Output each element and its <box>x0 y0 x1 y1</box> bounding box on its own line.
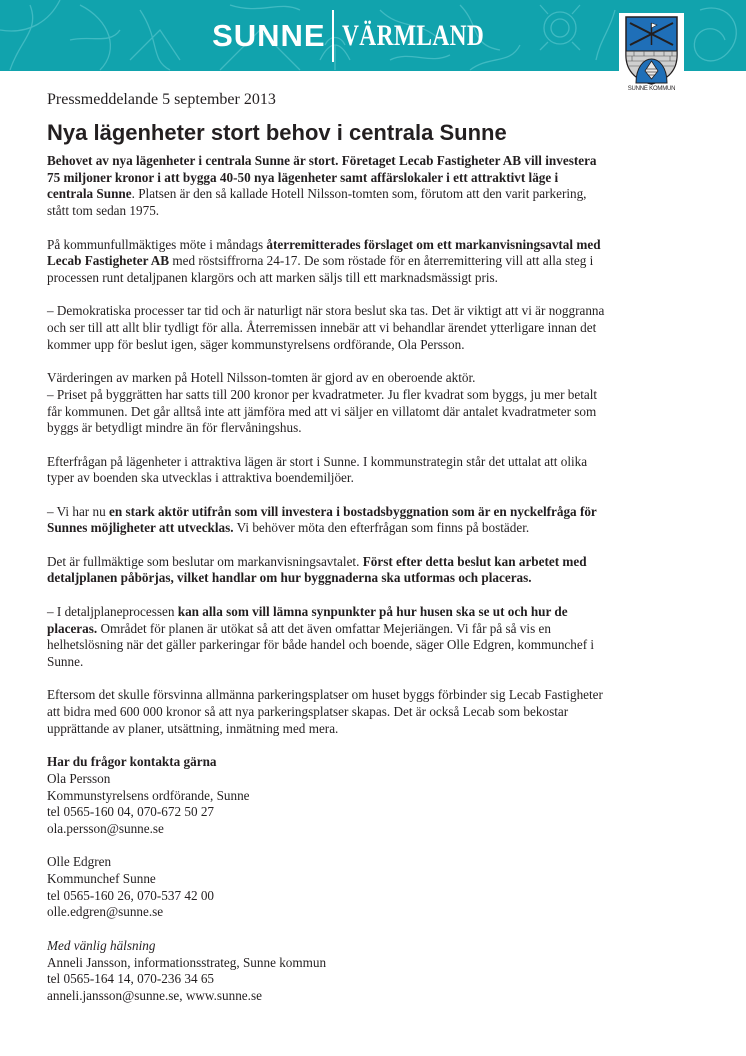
signoff-section <box>47 938 607 1005</box>
paragraph-text: Efterfrågan på lägenheter i attraktiva lägen är stort i Sunne. I kommunstrategin står det uttalat att olika typer av boenden ska utvecklas i attraktiva boendemiljöer. <box>47 453 588 486</box>
paragraph-text: Värderingen av marken på Hotell Nilsson-tomten är gjord av en oberoende aktör. <box>47 370 476 386</box>
emphasized-text: återremitterades förslaget om ett markanvisningsavtal med Lecab Fastigheter AB <box>47 236 601 269</box>
headline: Nya lägenheter stort behov i centrala Sunne <box>47 120 507 145</box>
article-paragraph <box>47 303 607 353</box>
paragraph-text: – I detaljplaneprocessen <box>47 603 178 619</box>
paragraph-text: . Platsen är den så kallade Hotell Nilsson-tomten som, förutom att den varit parkering, stått tom sedan 1975. <box>47 186 587 219</box>
article-paragraph <box>47 604 607 671</box>
contact-name: Ola Persson <box>47 770 111 786</box>
municipal-crest <box>619 13 684 94</box>
paragraph-text: På kommunfullmäktiges möte i måndags <box>47 236 267 252</box>
article-paragraph <box>47 237 607 287</box>
paragraph-text: med röstsiffrorna 24-17. De som röstade för en återremittering vill att alla steg i processen runt detaljpanen klargörs och att marken säljs till ett marknadsmässigt pris. <box>47 253 594 285</box>
paragraph-text: Eftersom det skulle försvinna allmänna parkeringsplatser om huset byggs förbinder sig Lecab Fastigheter att bidra med 600 000 kronor så att nya parkeringsplatser skapas. Det är också Lecab som bekostar upprättande av planer, utsättning, inmätning med mera. <box>47 687 603 736</box>
signoff-name-title: Anneli Jansson, informationsstrateg, Sunne kommun <box>47 954 327 970</box>
contact-name: Olle Edgren <box>47 854 112 870</box>
signoff-phone: tel 0565-164 14, 070-236 34 65 <box>47 971 215 987</box>
article-paragraphs <box>47 153 607 737</box>
article-paragraph <box>47 504 607 537</box>
contact-title: Kommunchef Sunne <box>47 871 156 887</box>
contact-phone: tel 0565-160 04, 070-672 50 27 <box>47 804 215 820</box>
paragraph-text: Området för planen är utökat så att det även omfattar Mejeriängen. Vi får på så vis en helhetslösning när det gäller parkeringar för både handel och boende, säger Olle Edgren, kommunchef i Sunne. <box>47 620 595 669</box>
paragraph-text: – Priset på byggrätten har satts till 200 kronor per kvadratmeter. Ju fler kvadrat som byggs, ju mer betalt får kommunen. Det går alltså inte att jämföra med att vi säljer en villatomt där antalet kvadratmeter som byggs är betydligt mindre än för flervåningshus. <box>47 386 598 436</box>
crest-label: SUNNE KOMMUN <box>627 86 676 92</box>
emphasized-text: kan alla som vill lämna synpunkter på hur husen ska se ut och hur de placeras. <box>47 603 568 636</box>
emphasized-text: Behovet av nya lägenheter i centrala Sunne är stort. Företaget Lecab Fastigheter AB vill investera 75 miljoner kronor i att bygga 40-50 nya lägenheter samt affärslokaler i ett attraktivt läge i centrala Sunne <box>47 153 597 202</box>
coat-of-arms-icon <box>624 15 679 85</box>
article-paragraph <box>47 554 607 587</box>
contact-phone: tel 0565-160 26, 070-537 42 00 <box>47 887 215 903</box>
contact-email[interactable]: ola.persson@sunne.se <box>47 820 164 836</box>
contact-person <box>47 771 607 838</box>
contact-section <box>47 754 607 921</box>
contact-title: Kommunstyrelsens ordförande, Sunne <box>47 787 250 803</box>
signoff-greeting: Med vänlig hälsning <box>47 937 156 953</box>
contact-email[interactable]: olle.edgren@sunne.se <box>47 904 164 920</box>
article-paragraph <box>47 370 607 437</box>
contact-person <box>47 854 607 921</box>
paragraph-text: – Demokratiska processer tar tid och är naturligt när stora beslut ska tas. Det är viktigt att vi är noggranna och ser till att allt blir tydligt för alla. Återremissen innebär att vi behandlar ärendet ytterligare innan det kommer upp för beslut igen, säger kommunstyrelsens ordförande, Ola Persson. <box>47 303 605 352</box>
brand-divider <box>332 10 334 62</box>
brand-varmland: VÄRMLAND <box>341 19 484 52</box>
article-paragraph <box>47 687 607 737</box>
article-paragraph <box>47 153 607 220</box>
brand-sunne: SUNNE <box>212 18 326 53</box>
article-paragraph <box>47 454 607 487</box>
emphasized-text: en stark aktör utifrån som vill investera i bostadsbyggnation som är en nyckelfråga för Sunnes möjligheter att utvecklas. <box>47 503 597 536</box>
paragraph-text: Det är fullmäktige som beslutar om markanvisningsavtalet. <box>47 553 363 569</box>
article-body <box>47 153 607 1005</box>
press-release-date: Pressmeddelande 5 september 2013 <box>47 91 276 108</box>
paragraph-text: – Vi har nu <box>47 503 109 519</box>
emphasized-text: Först efter detta beslut kan arbetet med detaljplanen påbörjas, vilket handlar om hur byggnaderna ska utformas och placeras. <box>47 553 587 586</box>
signoff-email-web[interactable]: anneli.jansson@sunne.se, www.sunne.se <box>47 987 262 1003</box>
contact-heading: Har du frågor kontakta gärna <box>47 754 217 770</box>
paragraph-text: Vi behöver möta den efterfrågan som finns på bostäder. <box>233 520 530 536</box>
